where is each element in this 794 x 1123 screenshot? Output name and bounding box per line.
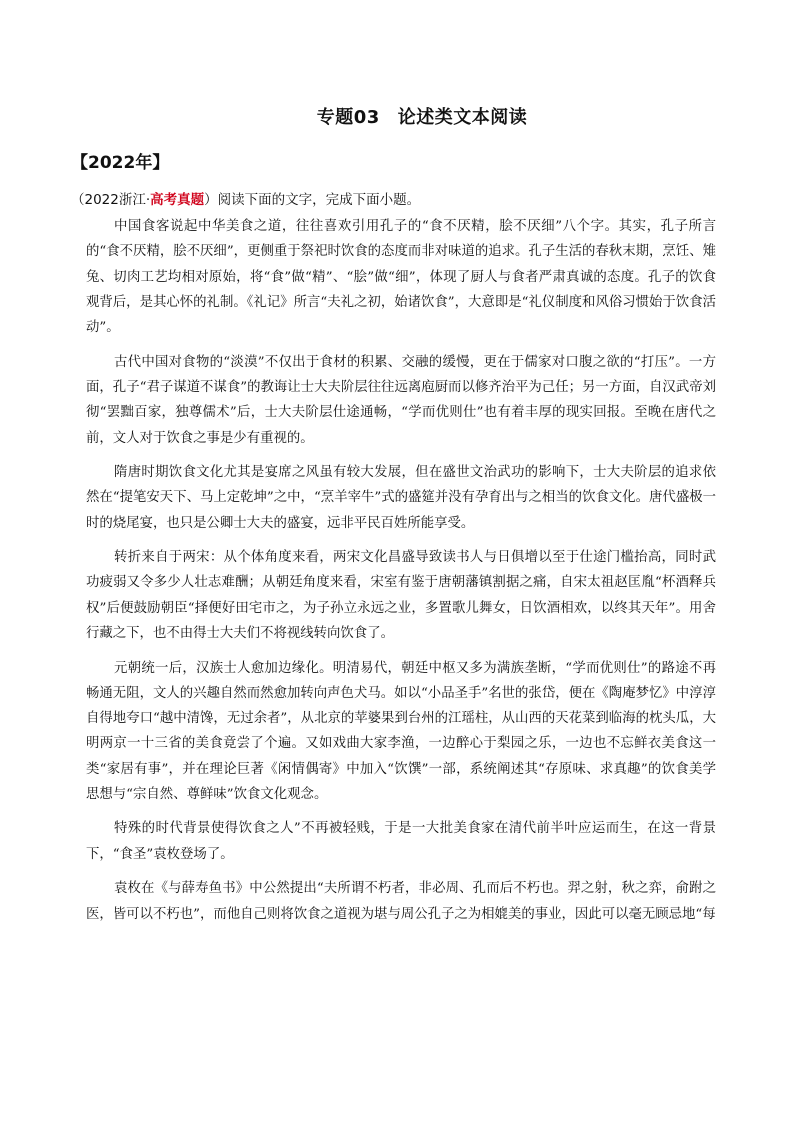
source-tag: 高考真题 xyxy=(150,192,205,208)
paragraph: 转折来自于两宋：从个体角度来看，两宋文化昌盛导致读书人与日俱增以至于仕途门槛抬高，同时武功疲弱又令多少人壮志难酬；从朝廷角度来看，宋室有鉴于唐朝藩镇割据之痛，自宋太祖赵匡胤“杯酒释兵权”后便鼓励朝臣“择便好田宅市之，为子孙立永远之业，多置歌儿舞女，日饮酒相欢，以终其天年”。用舍行藏之下，也不由得士大夫们不将视线转向饮食了。 xyxy=(86,550,716,642)
paragraph: 袁枚在《与薛寿鱼书》中公然提出“夫所谓不朽者，非必周、孔而后不朽也。羿之射，秋之弈，俞跗之医，皆可以不朽也”，而他自己则将饮食之道视为堪与周公孔子之为相媲美的事业，因此可以毫无顾忌地“每 xyxy=(86,881,716,922)
source-line xyxy=(71,188,420,208)
title-topic-name: 论述类文本阅读 xyxy=(397,107,528,128)
passage-body xyxy=(86,214,716,936)
paragraph: 特殊的时代背景使得饮食之人”不再被轻贱，于是一大批美食家在清代前半叶应运而生，在这一背景下，“食圣”袁枚登场了。 xyxy=(86,821,716,862)
paragraph: 隋唐时期饮食文化尤其是宴席之风虽有较大发展，但在盛世文治武功的影响下，士大夫阶层的追求依然在“提笔安天下、马上定乾坤”之中，“烹羊宰牛”式的盛筵并没有孕育出与之相当的饮食文化。唐代盛极一时的烧尾宴，也只是公卿士大夫的盛宴，远非平民百姓所能享受。 xyxy=(86,465,716,531)
title-topic-number: 专题03 xyxy=(316,107,380,128)
document-title xyxy=(0,103,794,129)
section-heading: 【2022年】 xyxy=(71,153,170,173)
paragraph: 元朝统一后，汉族士人愈加边缘化。明清易代，朝廷中枢又多为满族垄断，“学而优则仕”的路途不再畅通无阻，文人的兴趣自然而然愈加转向声色犬马。如以“小品圣手”名世的张岱，便在《陶庵梦忆》中淳淳自得地夸口“越中清馋，无过余者”，从北京的苹婆果到台州的江瑶柱，从山西的天花菜到临海的枕头瓜，大明两京一十三省的美食竟尝了个遍。又如戏曲大家李渔，一边醉心于梨园之乐，一边也不忘鲜衣美食这一类“家居有事”，并在理论巨著《闲情偶寄》中加入“饮馔”一部，系统阐述其“存原味、求真趣”的饮食美学思想与“宗自然、尊鲜味”饮食文化观念。 xyxy=(86,660,716,802)
source-prefix: （2022浙江· xyxy=(71,192,151,208)
paragraph: 古代中国对食物的“淡漠”不仅出于食材的积累、交融的缓慢，更在于儒家对口腹之欲的“打压”。一方面，孔子“君子谋道不谋食”的教诲让士大夫阶层往往远离庖厨而以修齐治平为己任；另一方面，自汉武帝刘彻“罢黜百家，独尊儒术”后，士大夫阶层仕途通畅，“学而优则仕”也有着丰厚的现实回报。至晚在唐代之前，文人对于饮食之事是少有重视的。 xyxy=(86,354,716,446)
source-suffix: ）阅读下面的文字，完成下面小题。 xyxy=(204,192,421,208)
paragraph: 中国食客说起中华美食之道，往往喜欢引用孔子的“食不厌精，脍不厌细”八个字。其实，孔子所言的“食不厌精，脍不厌细”，更侧重于祭祀时饮食的态度而非对味道的追求。孔子生活的春秋末期，烹饪、雉兔、切肉工艺均相对原始，将“食”做“精”、“脍”做“细”，体现了厨人与食者严肃真诚的态度。孔子的饮食观背后，是其心怀的礼制。《礼记》所言“夫礼之初，始诸饮食”，大意即是“礼仪制度和风俗习惯始于饮食活动”。 xyxy=(86,219,716,336)
